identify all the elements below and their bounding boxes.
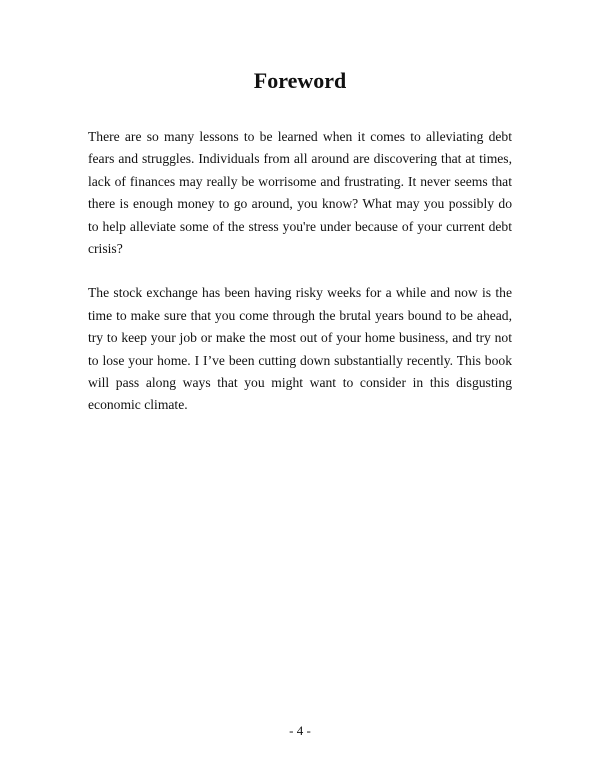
foreword-body — [88, 126, 512, 417]
paragraph-1: There are so many lessons to be learned when it comes to alleviating debt fears and struggles. Individuals from all around are discovering that at times, lack of finances may really be worrisome and frustrating. It never seems that there is enough money to go around, you know? What may you possibly do to help alleviate some of the stress you're under because of your current debt crisis? — [88, 129, 512, 257]
page-title: Foreword — [253, 68, 347, 93]
page-number: - 4 - — [289, 723, 311, 738]
paragraph-2: The stock exchange has been having risky weeks for a while and now is the time to make sure that you come through the brutal years bound to be ahead, try to keep your job or make the most out of your home business, and try not to lose your home. I I’ve been cutting down substantially recently. This book will pass along ways that you might want to consider in this disgusting economic climate. — [88, 285, 512, 413]
